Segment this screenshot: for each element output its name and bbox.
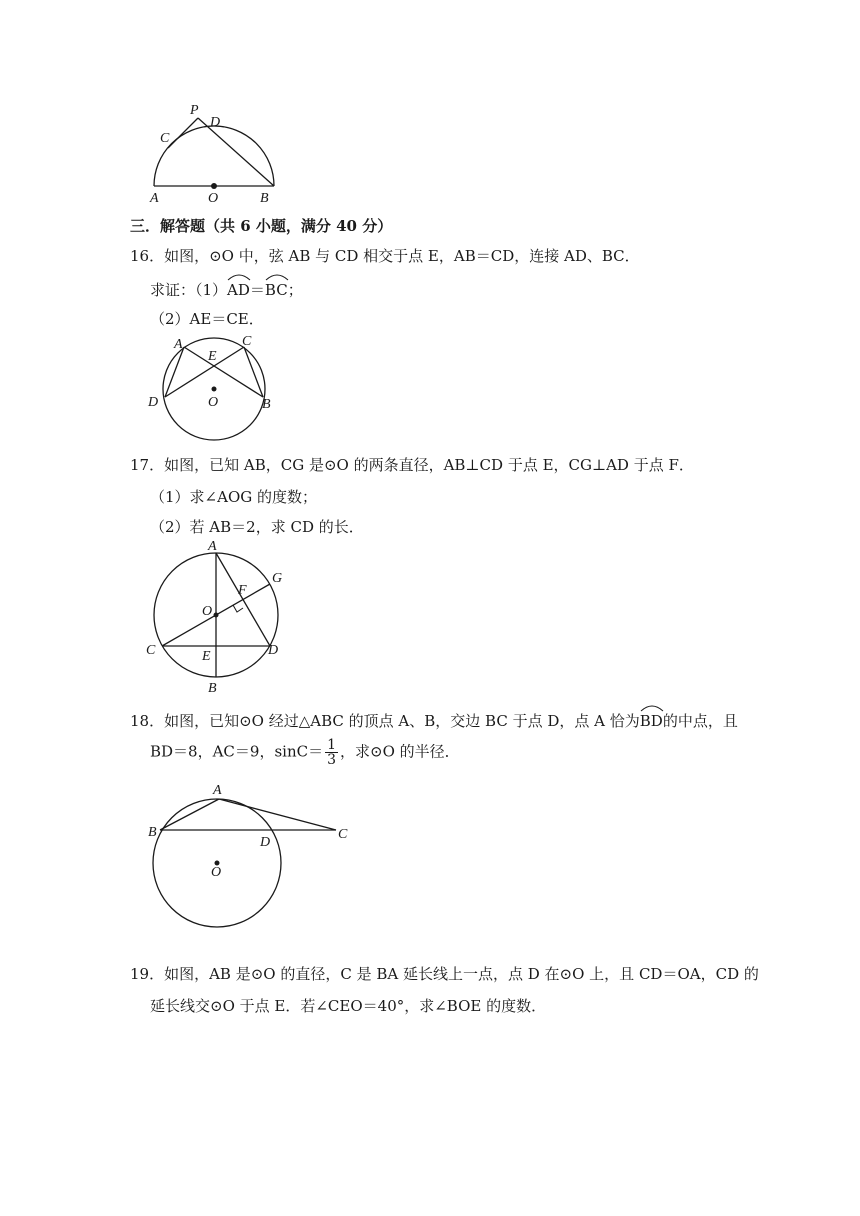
label-A: A [213, 783, 222, 798]
q16-stem [130, 245, 640, 266]
figure-q17 [140, 536, 300, 696]
fraction-one-third: $\frac{1}{3}$ [327, 737, 337, 768]
label-D: D [268, 643, 279, 658]
q17-part1: （1）求∠AOG 的度数； [150, 488, 317, 506]
label-O: O [202, 604, 213, 619]
arc-bd: BD [640, 708, 663, 730]
label-D: D [210, 115, 221, 130]
q17-number: 17． [130, 456, 165, 474]
label-C: C [160, 131, 170, 146]
label-A: A [208, 539, 217, 554]
q16-part1-eq: ＝ [249, 281, 265, 299]
q18-line2 [150, 738, 460, 767]
q19-text: 如图，AB 是⊙O 的直径，C 是 BA 延长线上一点，点 D 在⊙O 上，且 CD＝OA，CD 的 [164, 965, 759, 983]
label-D: D [148, 395, 159, 410]
label-G: G [272, 571, 283, 586]
label-A: A [174, 337, 183, 352]
label-E: E [202, 649, 211, 664]
figure-q15 [140, 98, 290, 206]
label-B: B [260, 191, 269, 206]
arc-bc: BC [265, 277, 288, 299]
label-O: O [211, 865, 222, 880]
section-title: 三．解答题（共 6 小题，满分 40 分） [130, 217, 393, 235]
q17-text: 如图，已知 AB，CG 是⊙O 的两条直径，AB⊥CD 于点 E，CG⊥AD 于点 F． [164, 456, 694, 474]
label-P: P [190, 103, 199, 118]
label-B: B [148, 825, 157, 840]
label-B: B [262, 397, 271, 412]
label-C: C [242, 334, 252, 349]
q18-text-a: 如图，已知⊙O 经过△ABC 的顶点 A、B，交边 BC 于点 D，点 A 恰为 [164, 712, 640, 730]
label-O: O [208, 191, 219, 206]
q18-line2-b: ，求⊙O 的半径． [340, 742, 460, 761]
q16-number: 16． [130, 247, 165, 265]
label-E: E [208, 349, 217, 364]
label-O: O [208, 395, 219, 410]
label-B: B [208, 681, 217, 696]
q16-part2: （2）AE＝CE． [150, 310, 264, 328]
q16-part1-prefix: 求证：（1） [150, 281, 228, 299]
label-D: D [260, 835, 271, 850]
q16-part1 [150, 277, 303, 300]
q17-part2: （2）若 AB＝2，求 CD 的长． [150, 518, 364, 536]
figure-q18 [140, 778, 360, 928]
q16-text: 如图，⊙O 中，弦 AB 与 CD 相交于点 E，AB＝CD，连接 AD、BC． [164, 247, 640, 265]
label-C: C [146, 643, 156, 658]
q19-number: 19． [130, 965, 165, 983]
figure-q16 [140, 330, 280, 442]
q16-part1-suffix: ； [287, 281, 303, 299]
arc-ad: AD [227, 277, 250, 299]
q17-stem [130, 454, 694, 475]
label-F: F [238, 583, 247, 598]
q18-text-b: 的中点，且 [662, 712, 738, 730]
q18-number: 18． [130, 712, 165, 730]
q18-stem [130, 708, 738, 731]
q19-line2: 延长线交⊙O 于点 E．若∠CEO＝40°，求∠BOE 的度数． [150, 997, 547, 1015]
label-C: C [338, 827, 348, 842]
label-A: A [150, 191, 159, 206]
q19-line1 [130, 963, 759, 984]
q18-line2-a: BD＝8，AC＝9，sinC＝ [150, 742, 324, 761]
